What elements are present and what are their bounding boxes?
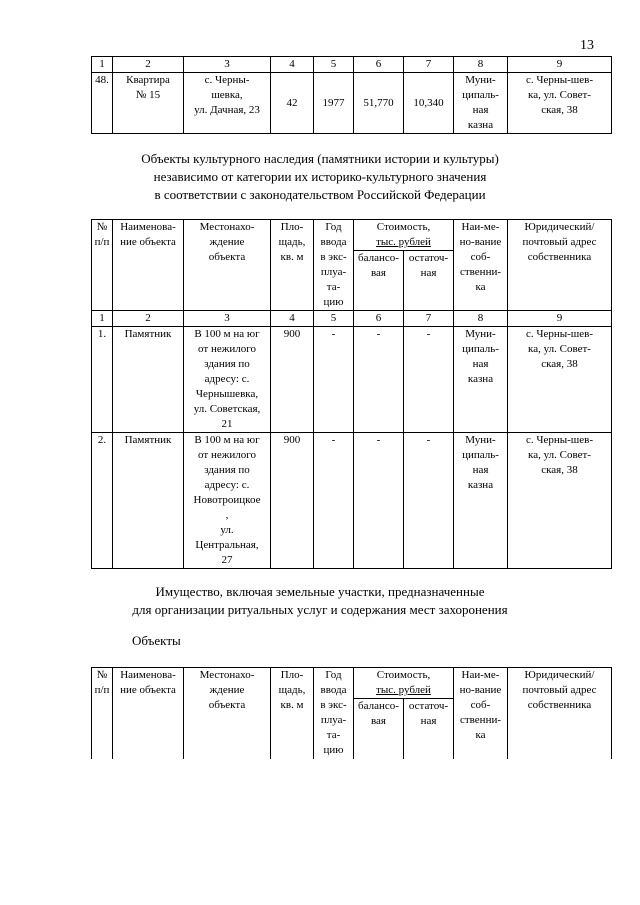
header-area: Пло- щадь, кв. м bbox=[271, 668, 314, 759]
header-residual: остаточ- ная bbox=[404, 699, 454, 759]
col-number: 3 bbox=[184, 311, 271, 327]
cell-area: 900 bbox=[271, 433, 314, 569]
table-row bbox=[92, 73, 612, 134]
header-cost-unit: тыс. рублей bbox=[376, 684, 431, 696]
cell-owner-address: с. Черны-шев- ка, ул. Совет- ская, 38 bbox=[508, 327, 612, 433]
cell-name: Памятник bbox=[113, 327, 184, 433]
cell-balance: 51,770 bbox=[354, 73, 404, 134]
cell-area: 42 bbox=[271, 73, 314, 134]
subheading-objects: Объекты bbox=[132, 633, 181, 648]
col-number: 4 bbox=[271, 57, 314, 73]
cell-balance: - bbox=[354, 327, 404, 433]
section-heading-ritual-property: Имущество, включая земельные участки, предназначенные для организации ритуальных услуг и содержания мест захоронения bbox=[132, 584, 508, 617]
cell-name: Квартира № 15 bbox=[113, 73, 184, 134]
cell-owner: Муни- ципаль- ная казна bbox=[454, 73, 508, 134]
col-number: 2 bbox=[113, 57, 184, 73]
header-location: Местонахо- ждение объекта bbox=[184, 220, 271, 311]
cell-residual: - bbox=[404, 433, 454, 569]
col-number: 6 bbox=[354, 311, 404, 327]
header-cost-unit: тыс. рублей bbox=[376, 236, 431, 248]
col-number: 8 bbox=[454, 311, 508, 327]
table-row bbox=[92, 433, 612, 569]
header-row bbox=[92, 668, 612, 684]
header-owner-name: Наи-ме- но-вание соб- ственни- ка bbox=[454, 220, 508, 311]
col-number: 6 bbox=[354, 57, 404, 73]
cell-owner-address: с. Черны-шев- ка, ул. Совет- ская, 38 bbox=[508, 73, 612, 134]
col-number: 9 bbox=[508, 311, 612, 327]
cell-name: Памятник bbox=[113, 433, 184, 569]
header-year: Год ввода в экс- плуа- та- цию bbox=[314, 668, 354, 759]
cell-owner: Муни- ципаль- ная казна bbox=[454, 433, 508, 569]
cell-owner: Муни- ципаль- ная казна bbox=[454, 327, 508, 433]
header-residual: остаточ- ная bbox=[404, 251, 454, 311]
cell-num: 48. bbox=[92, 73, 113, 134]
header-cost: Стоимость, bbox=[354, 668, 454, 684]
cell-year: 1977 bbox=[314, 73, 354, 134]
col-number: 1 bbox=[92, 311, 113, 327]
col-number: 9 bbox=[508, 57, 612, 73]
col-number: 1 bbox=[92, 57, 113, 73]
property-table-continued bbox=[91, 56, 612, 134]
cell-location: В 100 м на юг от нежилого здания по адресу: с. Чернышевка, ул. Советская, 21 bbox=[184, 327, 271, 433]
col-number: 7 bbox=[404, 57, 454, 73]
header-row bbox=[92, 220, 612, 236]
cell-location: В 100 м на юг от нежилого здания по адресу: с. Новотроицкое , ул. Центральная, 27 bbox=[184, 433, 271, 569]
header-area: Пло- щадь, кв. м bbox=[271, 220, 314, 311]
section-heading-cultural-heritage: Объекты культурного наследия (памятники истории и культуры) независимо от категории их историко-культурного значения в соответствии с законодательством Российской Федерации bbox=[141, 151, 499, 202]
header-cost: Стоимость, bbox=[354, 220, 454, 236]
header-year: Год ввода в экс- плуа- та- цию bbox=[314, 220, 354, 311]
table-row bbox=[92, 327, 612, 433]
column-number-row bbox=[92, 57, 612, 73]
cell-year: - bbox=[314, 433, 354, 569]
header-location: Местонахо- ждение объекта bbox=[184, 668, 271, 759]
header-balance: балансо- вая bbox=[354, 699, 404, 759]
cell-num: 2. bbox=[92, 433, 113, 569]
cell-area: 900 bbox=[271, 327, 314, 433]
col-number: 8 bbox=[454, 57, 508, 73]
header-owner-address: Юридический/ почтовый адрес собственника bbox=[508, 668, 612, 759]
col-number: 2 bbox=[113, 311, 184, 327]
ritual-objects-table bbox=[91, 667, 612, 759]
header-balance: балансо- вая bbox=[354, 251, 404, 311]
header-owner-name: Наи-ме- но-вание соб- ственни- ка bbox=[454, 668, 508, 759]
cell-residual: - bbox=[404, 327, 454, 433]
cell-num: 1. bbox=[92, 327, 113, 433]
col-number: 7 bbox=[404, 311, 454, 327]
col-number: 3 bbox=[184, 57, 271, 73]
cultural-heritage-table bbox=[91, 219, 612, 569]
cell-year: - bbox=[314, 327, 354, 433]
header-num: № п/п bbox=[92, 220, 113, 311]
cell-location: с. Черны- шевка, ул. Дачная, 23 bbox=[184, 73, 271, 134]
cell-balance: - bbox=[354, 433, 404, 569]
cell-residual: 10,340 bbox=[404, 73, 454, 134]
header-name: Наименова- ние объекта bbox=[113, 668, 184, 759]
column-number-row bbox=[92, 311, 612, 327]
cell-owner-address: с. Черны-шев- ка, ул. Совет- ская, 38 bbox=[508, 433, 612, 569]
col-number: 5 bbox=[314, 57, 354, 73]
header-name: Наименова- ние объекта bbox=[113, 220, 184, 311]
page-number: 13 bbox=[580, 38, 594, 53]
col-number: 4 bbox=[271, 311, 314, 327]
col-number: 5 bbox=[314, 311, 354, 327]
header-num: № п/п bbox=[92, 668, 113, 759]
header-owner-address: Юридический/ почтовый адрес собственника bbox=[508, 220, 612, 311]
